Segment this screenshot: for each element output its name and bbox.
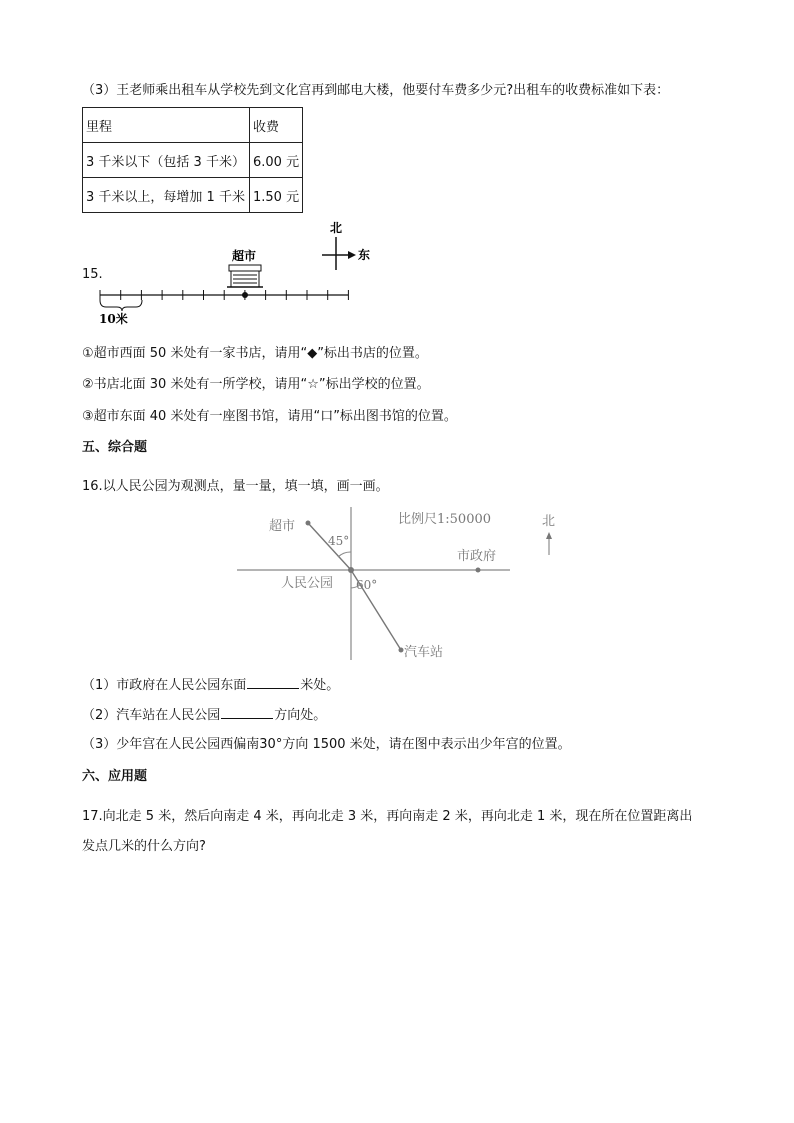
- supermarket-point: [242, 292, 248, 298]
- supermarket-point: [306, 521, 311, 526]
- supermarket-label: 超市: [269, 519, 296, 534]
- scale-ratio-label: 比例尺1:50000: [398, 512, 492, 527]
- q16-sub-3: （3）少年宫在人民公园西偏南30°方向 1500 米处，请在图中表示出少年宫的位置。: [82, 737, 571, 752]
- park-label: 人民公园: [281, 576, 334, 591]
- table-cell: 3 千米以下（包括 3 千米）: [83, 143, 250, 178]
- q16-sub-2: [82, 706, 326, 725]
- park-point: [348, 567, 354, 573]
- table-cell: 6.00 元: [250, 143, 303, 178]
- q17-line-2: 发点几米的什么方向?: [82, 839, 206, 854]
- q17-line-1: 17.向北走 5 米，然后向南走 4 米，再向北走 3 米，再向南走 2 米，再向北走 1 米，现在所在位置距离出: [82, 809, 693, 824]
- table-cell: 3 千米以上，每增加 1 千米: [83, 178, 250, 213]
- table-header-distance: 里程: [83, 108, 250, 143]
- bus-station-point: [399, 648, 404, 653]
- q16-sub-1-after: 米处。: [300, 678, 340, 693]
- scale-brace: [100, 300, 142, 311]
- q16-figure: [235, 505, 565, 665]
- table-row: [83, 178, 303, 213]
- north-arrow-icon: [546, 532, 552, 539]
- angle-45-arc: [338, 552, 351, 557]
- section-5-heading: 五、综合题: [82, 440, 148, 455]
- angle-45-label: 45°: [328, 534, 350, 548]
- section-6-heading: 六、应用题: [82, 769, 148, 784]
- table-row: [83, 143, 303, 178]
- q15-figure: [90, 215, 390, 330]
- table-header-fee: 收费: [250, 108, 303, 143]
- city-hall-label: 市政府: [457, 549, 497, 564]
- q15-item-1: ①超市西面 50 米处有一家书店，请用“◆”标出书店的位置。: [82, 346, 428, 361]
- table-cell: 1.50 元: [250, 178, 303, 213]
- fare-table: [82, 107, 303, 213]
- supermarket-label: 超市: [232, 249, 257, 263]
- q16-sub-2-before: （2）汽车站在人民公园: [82, 708, 221, 723]
- supermarket-icon: [227, 265, 263, 287]
- q16-sub-2-after: 方向处。: [274, 708, 327, 723]
- city-hall-point: [476, 568, 481, 573]
- q15-item-2: ②书店北面 30 米处有一所学校，请用“☆”标出学校的位置。: [82, 377, 430, 392]
- bus-station-label: 汽车站: [404, 645, 444, 660]
- east-label: 东: [358, 248, 371, 262]
- q14-3-text: （3）王老师乘出租车从学校先到文化宫再到邮电大楼，他要付车费多少元?出租车的收费标准如下表：: [82, 83, 670, 98]
- north-label: 北: [542, 514, 556, 529]
- east-arrow-icon: [348, 251, 356, 259]
- answer-blank[interactable]: [247, 676, 299, 689]
- angle-60-label: 60°: [356, 578, 378, 592]
- q16-text: 16.以人民公园为观测点，量一量，填一填，画一画。: [82, 479, 389, 494]
- north-label: 北: [330, 221, 343, 235]
- table-row: [83, 108, 303, 143]
- answer-blank[interactable]: [221, 706, 273, 719]
- q15-item-3: ③超市东面 40 米处有一座图书馆，请用“口”标出图书馆的位置。: [82, 409, 457, 424]
- q16-sub-1-before: （1）市政府在人民公园东面: [82, 678, 247, 693]
- scale-label: 10米: [99, 312, 128, 326]
- q15-number: 15.: [82, 267, 103, 282]
- q16-sub-1: [82, 676, 339, 695]
